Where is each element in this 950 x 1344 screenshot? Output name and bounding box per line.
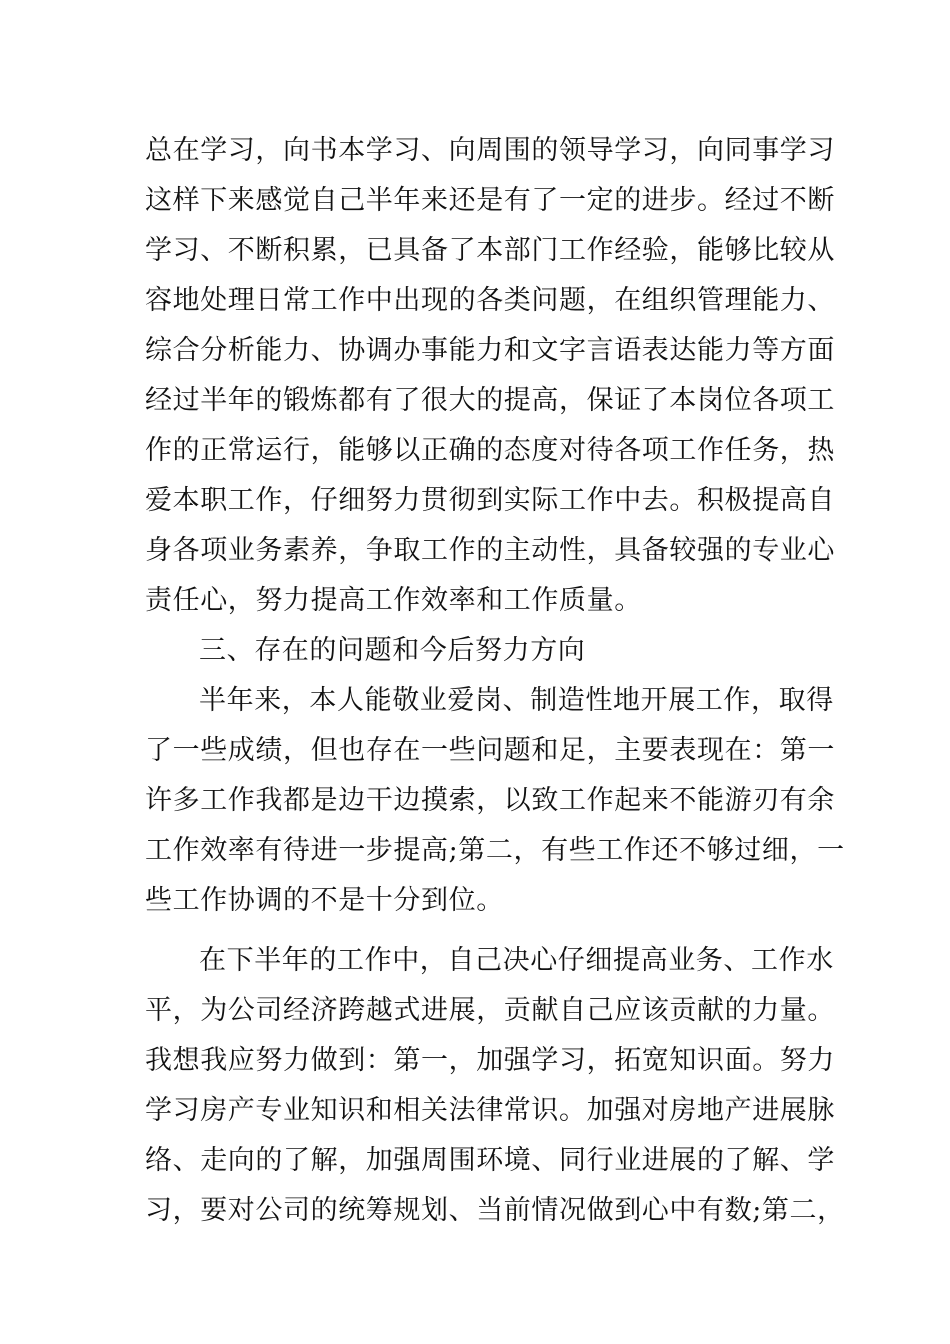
text-line: 学习、不断积累，已具备了本部门工作经验，能够比较从 <box>145 235 835 266</box>
text-line: 责任心，努力提高工作效率和工作质量。 <box>145 585 642 616</box>
text-line: 学习房产专业知识和相关法律常识。加强对房地产进展脉 <box>145 1095 835 1126</box>
text-line: 半年来，本人能敬业爱岗、制造性地开展工作，取得 <box>199 685 834 716</box>
paragraph-spacer <box>145 926 810 936</box>
text-line: 些工作协调的不是十分到位。 <box>145 885 504 916</box>
text-line: 习，要对公司的统筹规划、当前情况做到心中有数;第二， <box>145 1195 845 1226</box>
text-line: 容地处理日常工作中出现的各类问题，在组织管理能力、 <box>145 285 835 316</box>
text-line: 在下半年的工作中，自己决心仔细提高业务、工作水 <box>199 945 834 976</box>
text-line: 爱本职工作，仔细努力贯彻到实际工作中去。积极提高自 <box>145 485 835 516</box>
text-line: 总在学习，向书本学习、向周围的领导学习，向同事学习 <box>145 135 835 166</box>
text-line: 络、走向的了解，加强周围环境、同行业进展的了解、学 <box>145 1145 835 1176</box>
paragraph-3 <box>145 936 845 1236</box>
paragraph-2 <box>145 676 845 926</box>
section-heading: 三、存在的问题和今后努力方向 <box>199 635 586 666</box>
text-line: 工作效率有待进一步提高;第二，有些工作还不够过细，一 <box>145 835 845 866</box>
text-line: 许多工作我都是边干边摸索，以致工作起来不能游刃有余 <box>145 785 835 816</box>
text-line: 了一些成绩，但也存在一些问题和足，主要表现在：第一 <box>145 735 835 766</box>
text-line: 我想我应努力做到：第一，加强学习，拓宽知识面。努力 <box>145 1045 835 1076</box>
text-line: 平，为公司经济跨越式进展，贡献自己应该贡献的力量。 <box>145 995 835 1026</box>
paragraph-1 <box>145 126 835 626</box>
document-body <box>145 126 845 1236</box>
text-line: 经过半年的锻炼都有了很大的提高，保证了本岗位各项工 <box>145 385 835 416</box>
text-line: 综合分析能力、协调办事能力和文字言语表达能力等方面 <box>145 335 835 366</box>
text-line: 这样下来感觉自己半年来还是有了一定的进步。经过不断 <box>145 185 835 216</box>
text-line: 身各项业务素养，争取工作的主动性，具备较强的专业心 <box>145 535 835 566</box>
text-line: 作的正常运行，能够以正确的态度对待各项工作任务，热 <box>145 435 835 466</box>
